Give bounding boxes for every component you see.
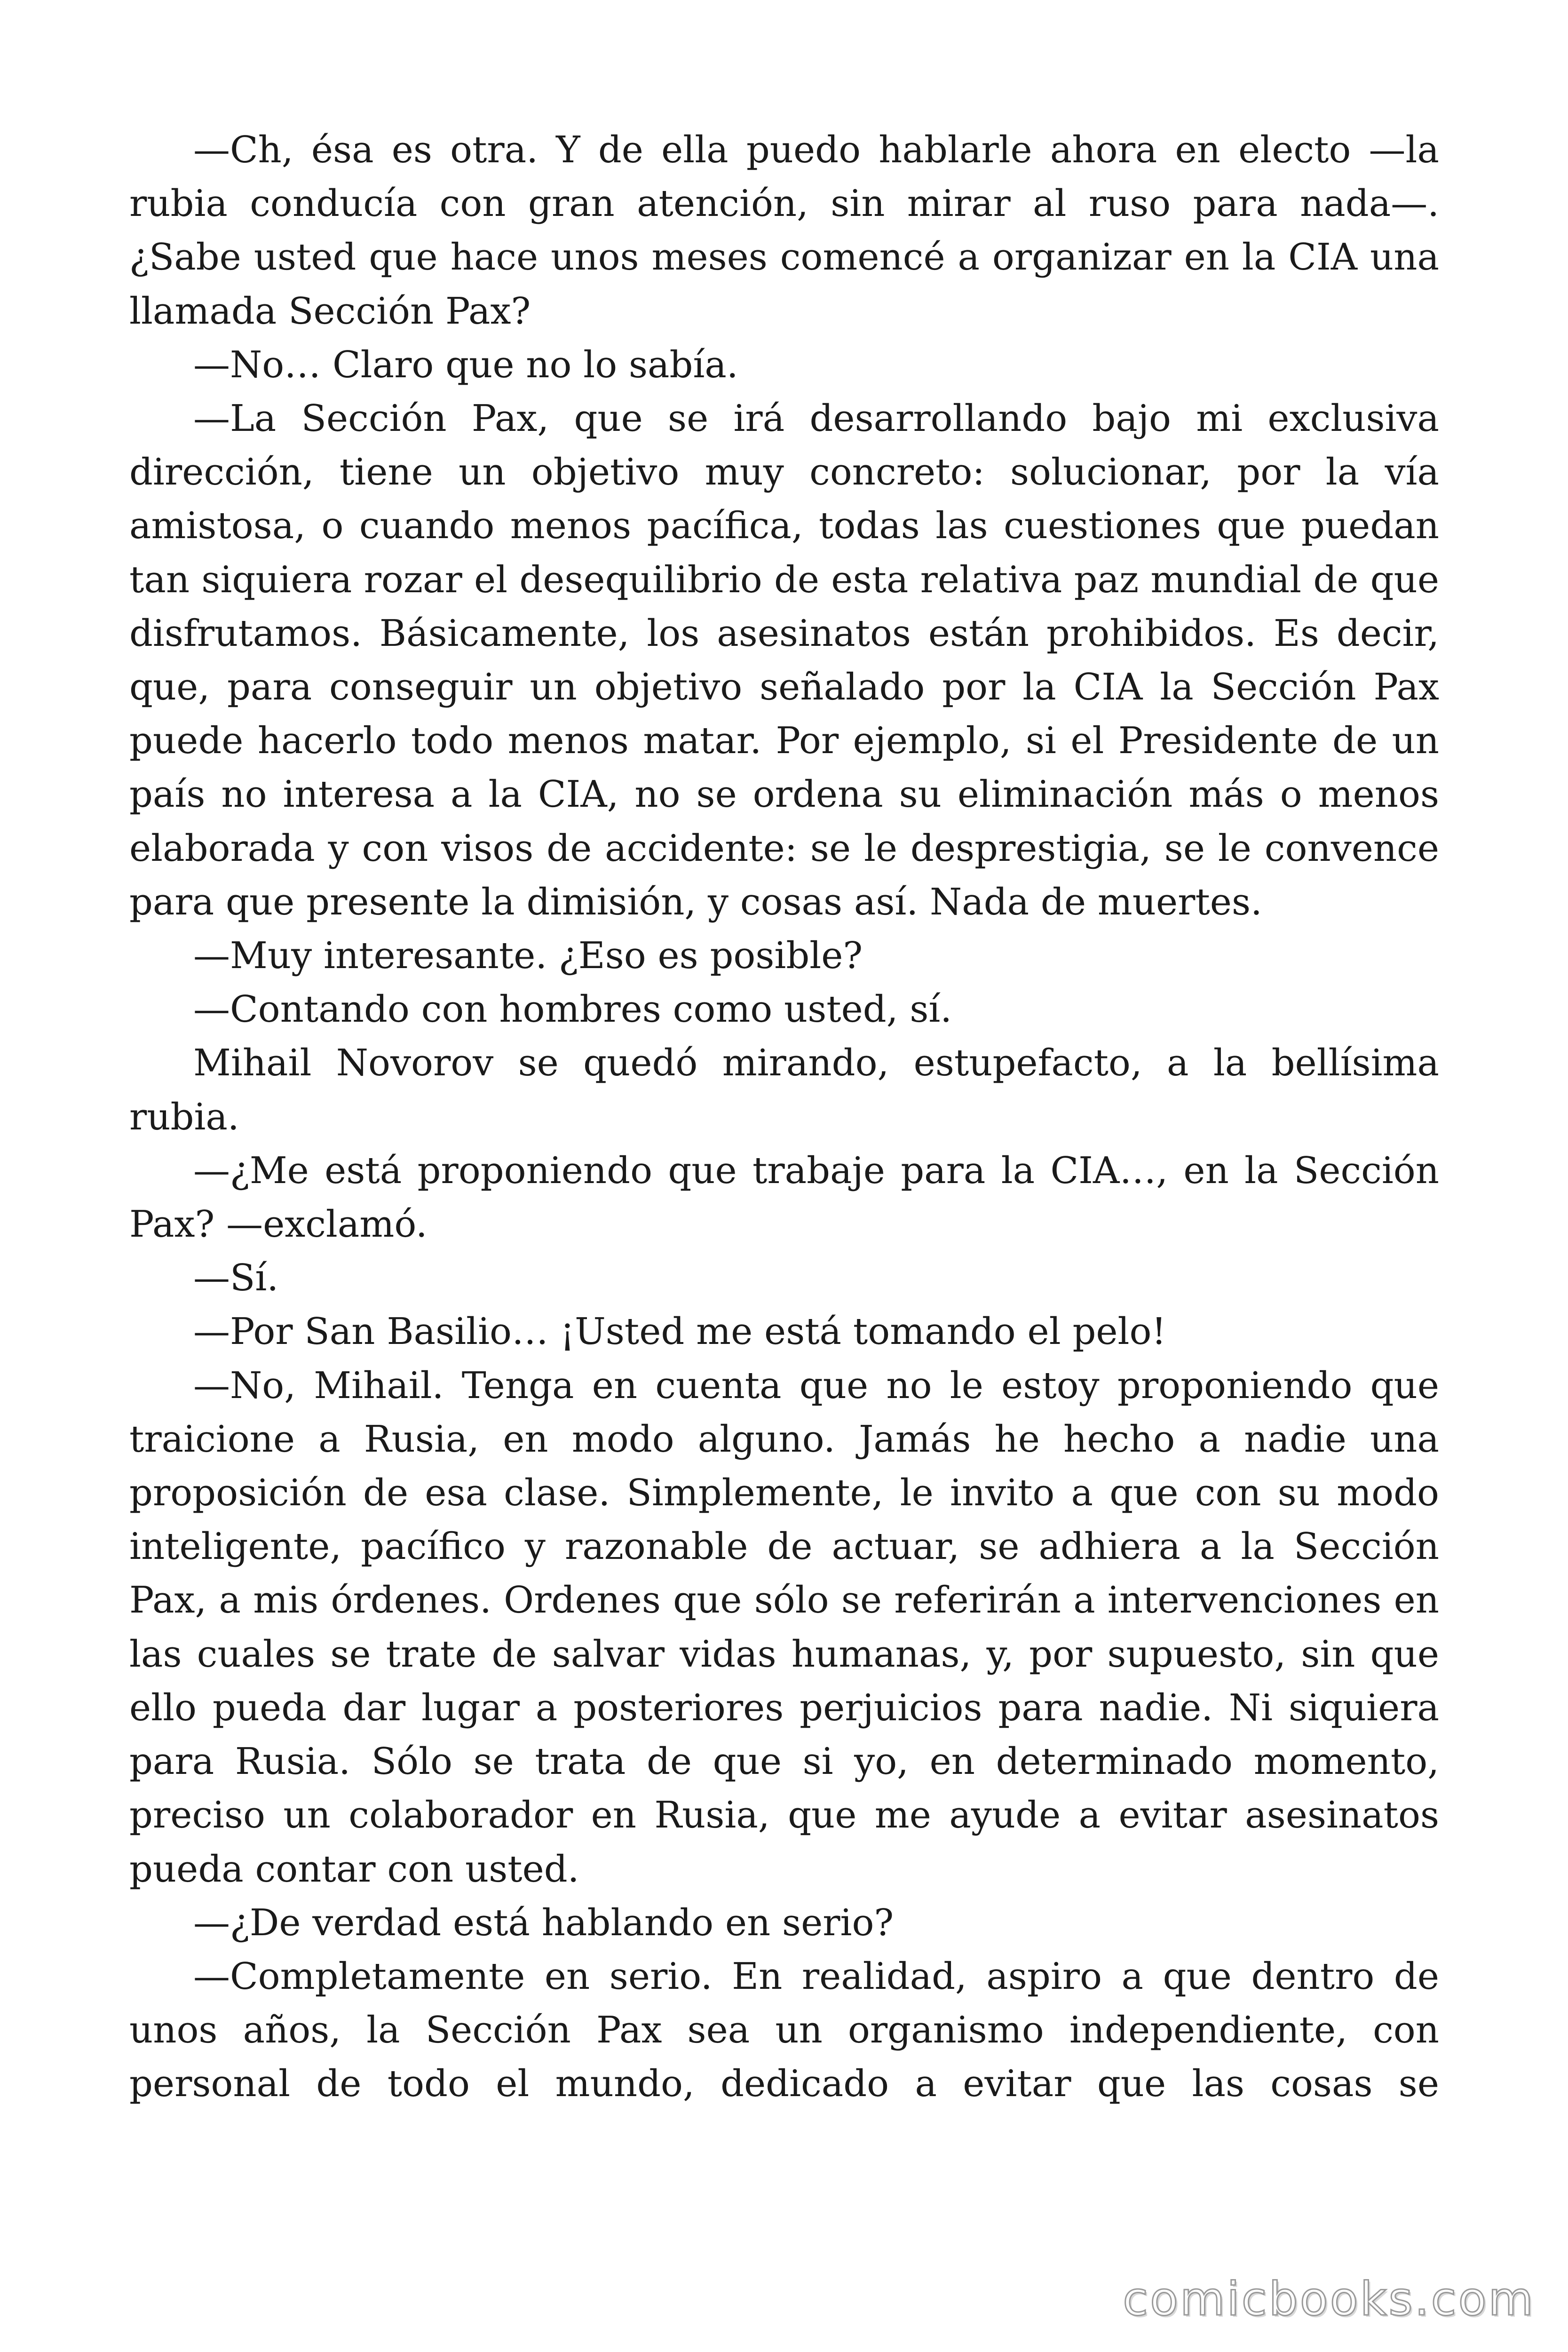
paragraph: —No, Mihail. Tenga en cuenta que no le estoy proponiendo que traicione a Rusia, en modo alguno. Jamás he hecho a nadie una proposición de esa clase. Simplemente, le invito a que con su modo inteligente, pacífico y razonable de actuar, se adhiera a la Sección Pax, a mis órdenes. Ordenes que sólo se referirán a intervenciones en las cuales se trate de salvar vidas humanas, y, por supuesto, sin que ello pueda dar lugar a posteriores perjuicios para nadie. Ni siquiera para Rusia. Sólo se trata de que si yo, en determinado momento, preciso un colaborador en Rusia, que me ayude a evitar asesinatos pueda contar con usted.	[129, 1364, 1439, 1891]
paragraph: —Por San Basilio… ¡Usted me está tomando el pelo!	[193, 1311, 1166, 1353]
paragraph: —Muy interesante. ¿Eso es posible?	[193, 935, 863, 977]
watermark: comicbooks.com	[1123, 2273, 1535, 2326]
paragraph: —No… Claro que no lo sabía.	[193, 343, 738, 386]
paragraph: —Ch, ésa es otra. Y de ella puedo hablarle ahora en electo —la rubia conducía con gran atención, sin mirar al ruso para nada—. ¿Sabe usted que hace unos meses comencé a organizar en la CIA una llamada Sección Pax?	[129, 129, 1439, 333]
paragraph: —¿De verdad está hablando en serio?	[193, 1901, 894, 1944]
paragraph: —¿Me está proponiendo que trabaje para la CIA…, en la Sección Pax? —exclamó.	[129, 1149, 1439, 1246]
paragraph: —Completamente en serio. En realidad, aspiro a que dentro de unos años, la Sección Pax sea un organismo independiente, con personal de todo el mundo, dedicado a evitar que las cosas se	[129, 1955, 1439, 2106]
body-text	[129, 123, 1439, 2165]
paragraph: Mihail Novorov se quedó mirando, estupefacto, a la bellísima rubia.	[129, 1042, 1439, 1138]
paragraph: —Contando con hombres como usted, sí.	[193, 988, 952, 1031]
paragraph: —La Sección Pax, que se irá desarrollando bajo mi exclusiva dirección, tiene un objetivo muy concreto: solucionar, por la vía amistosa, o cuando menos pacífica, todas las cuestiones que puedan tan siquiera rozar el desequilibrio de esta relativa paz mundial de que disfrutamos. Básicamente, los asesinatos están prohibidos. Es decir, que, para conseguir un objetivo señalado por la CIA la Sección Pax puede hacerlo todo menos matar. Por ejemplo, si el Presidente de un país no interesa a la CIA, no se ordena su eliminación más o menos elaborada y con visos de accidente: se le desprestigia, se le convence para que presente la dimisión, y cosas así. Nada de muertes.	[129, 397, 1439, 923]
paragraph: —Sí.	[193, 1257, 279, 1300]
